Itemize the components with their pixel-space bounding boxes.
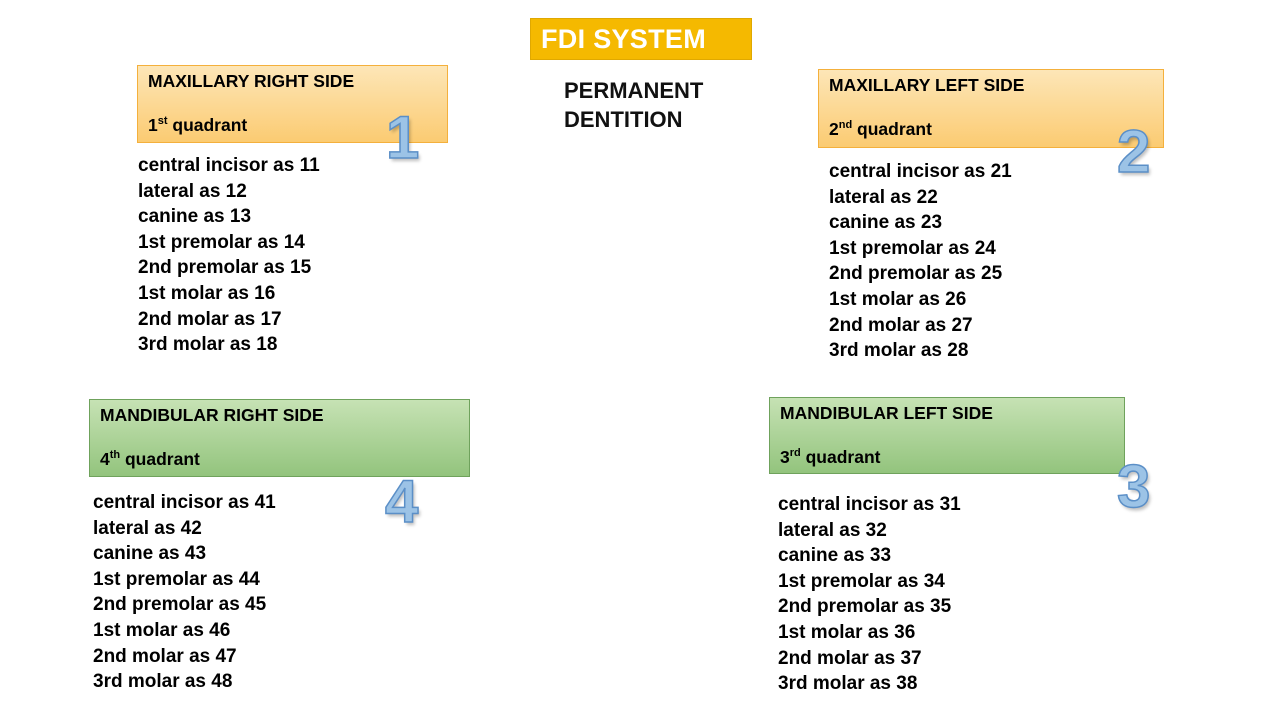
quadrant-number-4: 4 [385, 468, 419, 535]
quadrant-label: 1st quadrant [148, 115, 248, 135]
tooth-item: canine as 13 [138, 206, 252, 228]
quadrant-label: 3rd quadrant [780, 447, 881, 467]
tooth-item: 1st premolar as 14 [138, 231, 305, 253]
tooth-item: 1st molar as 26 [829, 288, 967, 310]
tooth-item: 2nd molar as 27 [829, 314, 973, 336]
quadrant-number-2: 2 [1117, 118, 1151, 185]
tooth-item: canine as 43 [93, 543, 207, 565]
tooth-item: 3rd molar as 18 [138, 334, 278, 356]
quadrant-3-header [769, 397, 1125, 474]
tooth-item: 3rd molar as 48 [93, 671, 233, 693]
quadrant-2-teeth-list [829, 159, 1012, 364]
subtitle [564, 76, 703, 134]
tooth-item: 2nd premolar as 45 [93, 594, 267, 616]
tooth-item: 1st molar as 36 [778, 621, 916, 643]
tooth-item: 1st premolar as 24 [829, 237, 996, 259]
tooth-item: 1st premolar as 44 [93, 568, 260, 590]
quadrant-label: 4th quadrant [100, 449, 200, 469]
tooth-item: 1st molar as 16 [138, 282, 276, 304]
quadrant-number-1: 1 [386, 104, 420, 171]
quadrant-4-header [89, 399, 470, 477]
quadrant-side-label: MAXILLARY RIGHT SIDE [148, 71, 355, 91]
tooth-item: 2nd molar as 47 [93, 645, 237, 667]
tooth-item: 3rd molar as 38 [778, 673, 918, 695]
tooth-item: lateral as 42 [93, 517, 202, 539]
quadrant-1-teeth-list [138, 153, 320, 358]
tooth-item: 2nd premolar as 25 [829, 263, 1003, 285]
subtitle-line: PERMANENT [564, 78, 704, 103]
tooth-item: 1st premolar as 34 [778, 570, 945, 592]
title-banner [530, 18, 752, 60]
quadrant-label: 2nd quadrant [829, 119, 932, 139]
tooth-item: lateral as 12 [138, 180, 247, 202]
quadrant-side-label: MANDIBULAR RIGHT SIDE [100, 405, 324, 425]
tooth-item: central incisor as 41 [93, 492, 276, 513]
tooth-item: lateral as 22 [829, 186, 938, 208]
quadrant-2-header [818, 69, 1164, 148]
tooth-item: central incisor as 11 [138, 155, 320, 176]
tooth-item: 1st molar as 46 [93, 619, 231, 641]
tooth-item: 2nd premolar as 15 [138, 257, 312, 279]
tooth-item: 2nd molar as 37 [778, 647, 922, 669]
subtitle-line: DENTITION [564, 107, 683, 132]
tooth-item: 3rd molar as 28 [829, 340, 969, 362]
tooth-item: canine as 23 [829, 212, 943, 234]
quadrant-number-3: 3 [1117, 453, 1151, 520]
page-title: FDI SYSTEM [541, 24, 707, 54]
quadrant-side-label: MAXILLARY LEFT SIDE [829, 75, 1025, 95]
tooth-item: central incisor as 31 [778, 494, 961, 515]
tooth-item: central incisor as 21 [829, 161, 1012, 182]
tooth-item: lateral as 32 [778, 519, 887, 541]
tooth-item: canine as 33 [778, 545, 892, 567]
quadrant-4-teeth-list [93, 490, 276, 695]
tooth-item: 2nd molar as 17 [138, 308, 282, 330]
quadrant-3-teeth-list [778, 492, 961, 697]
quadrant-side-label: MANDIBULAR LEFT SIDE [780, 403, 993, 423]
tooth-item: 2nd premolar as 35 [778, 596, 952, 618]
